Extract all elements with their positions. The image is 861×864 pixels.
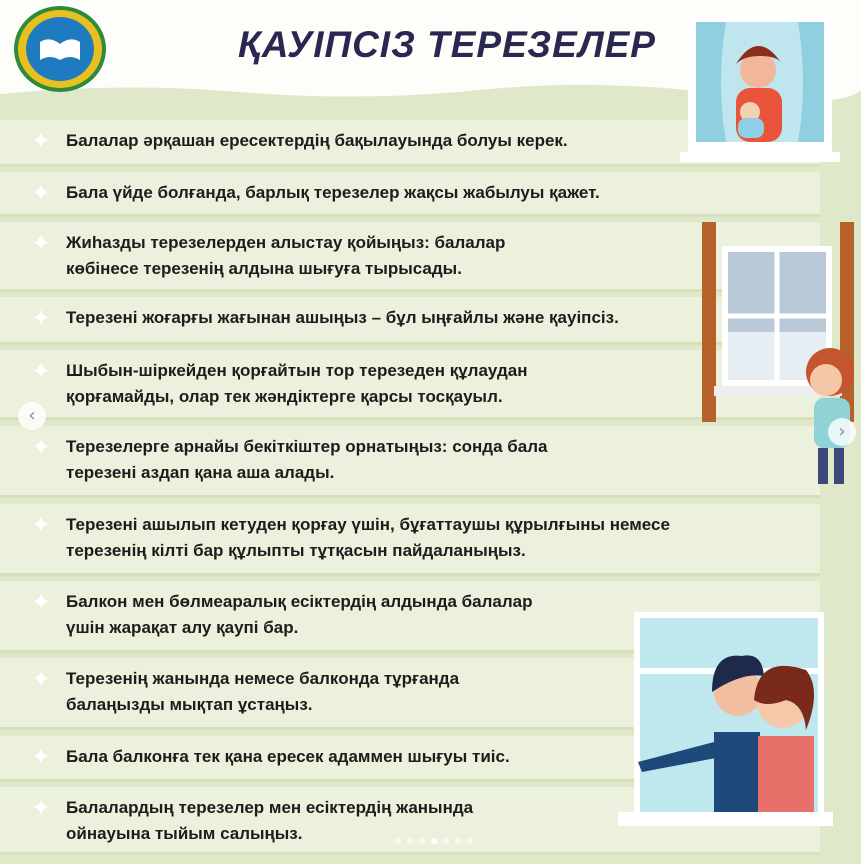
item-text: Бала балконға тек қана ересек адаммен шығуы тиіс. <box>66 747 510 766</box>
list-item <box>30 744 510 770</box>
carousel-indicator <box>395 838 473 844</box>
sparkle-bullet-icon: ✦ <box>30 743 52 771</box>
sparkle-bullet-icon: ✦ <box>30 127 52 155</box>
carousel-dot[interactable] <box>419 838 425 844</box>
sparkle-bullet-icon: ✦ <box>30 794 52 822</box>
sparkle-bullet-icon: ✦ <box>30 179 52 207</box>
item-text: Терезені жоғарғы жағынан ашыңыз – бұл ыңғайлы және қауіпсіз. <box>66 308 619 327</box>
list-item <box>30 434 547 486</box>
sparkle-bullet-icon: ✦ <box>30 511 52 539</box>
carousel-dot[interactable] <box>395 838 401 844</box>
sparkle-bullet-icon: ✦ <box>30 665 52 693</box>
child-winter-window-illustration <box>698 222 861 494</box>
item-text: Шыбын-шіркейден қорғайтын тор терезеден құлаудан қорғамайды, олар тек жәндіктерге қарсы тосқауыл. <box>66 361 528 406</box>
carousel-dot[interactable] <box>443 838 449 844</box>
item-text: Балкон мен бөлмеаралық есіктердің алдында балалар үшін жарақат алу қаупі бар. <box>66 592 533 637</box>
sparkle-bullet-icon: ✦ <box>30 357 52 385</box>
carousel-dot[interactable] <box>407 838 413 844</box>
carousel-dot[interactable] <box>467 838 473 844</box>
list-item <box>30 666 459 718</box>
list-item <box>30 358 527 410</box>
carousel-dot[interactable] <box>431 838 437 844</box>
list-item <box>30 128 568 154</box>
carousel-next-button[interactable]: › <box>828 418 856 446</box>
carousel-prev-button[interactable]: ‹ <box>18 402 46 430</box>
mother-baby-window-illustration <box>680 12 840 167</box>
item-text: Бала үйде болғанда, барлық терезелер жақсы жабылуы қажет. <box>66 183 600 202</box>
list-item <box>30 180 600 206</box>
list-item <box>30 230 505 282</box>
carousel-dot[interactable] <box>455 838 461 844</box>
sparkle-bullet-icon: ✦ <box>30 229 52 257</box>
open-book-icon <box>38 36 82 62</box>
page-title: ҚАУІПСІЗ ТЕРЕЗЕЛЕР <box>238 24 656 65</box>
item-text: Балалардың терезелер мен есіктердің жанында ойнауына тыйым салыңыз. <box>66 798 474 843</box>
list-item <box>30 512 670 564</box>
list-item <box>30 305 619 331</box>
item-text: Терезенің жанында немесе балконда тұрғанда балаңызды мықтап ұстаңыз. <box>66 669 460 714</box>
couple-window-illustration <box>618 612 833 834</box>
item-text: Жиһазды терезелерден алыстау қойыңыз: балалар көбінесе терезенің алдына шығуға тырысады. <box>66 233 506 278</box>
sparkle-bullet-icon: ✦ <box>30 304 52 332</box>
sparkle-bullet-icon: ✦ <box>30 433 52 461</box>
list-item <box>30 589 533 641</box>
item-text: Балалар әрқашан ересектердің бақылауында болуы керек. <box>66 131 568 150</box>
item-text: Терезелерге арнайы бекіткіштер орнатыңыз: сонда бала терезені аздап қана аша алады. <box>66 437 548 482</box>
ministry-logo <box>14 6 106 92</box>
sparkle-bullet-icon: ✦ <box>30 588 52 616</box>
item-text: Терезені ашылып кетуден қорғау үшін, бұғаттаушы құрылғыны немесе терезенің кілті бар құлыпты тұтқасын пайдаланыңыз. <box>66 515 670 560</box>
